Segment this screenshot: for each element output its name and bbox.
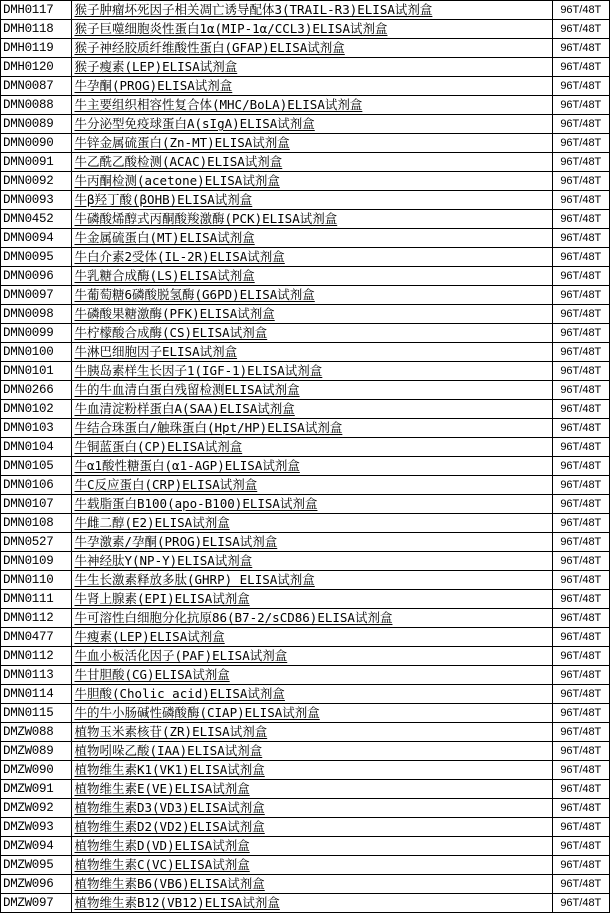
package-size-cell: 96T/48T bbox=[552, 20, 609, 39]
table-row bbox=[1, 286, 610, 305]
product-code-cell: DMN0095 bbox=[1, 248, 72, 267]
table-row bbox=[1, 419, 610, 438]
package-size-cell: 96T/48T bbox=[552, 210, 609, 229]
package-size-cell: 96T/48T bbox=[552, 666, 609, 685]
product-name-cell: 植物维生素D2(VD2)ELISA试剂盒 bbox=[72, 818, 552, 837]
table-row bbox=[1, 856, 610, 875]
product-name-cell: 牛血小板活化因子(PAF)ELISA试剂盒 bbox=[72, 647, 552, 666]
product-code-cell: DMZW091 bbox=[1, 780, 72, 799]
product-code-cell: DMN0103 bbox=[1, 419, 72, 438]
package-size-cell: 96T/48T bbox=[552, 742, 609, 761]
package-size-cell: 96T/48T bbox=[552, 704, 609, 723]
product-code-cell: DMN0093 bbox=[1, 191, 72, 210]
package-size-cell: 96T/48T bbox=[552, 780, 609, 799]
table-row bbox=[1, 96, 610, 115]
product-name-cell: 牛可溶性白细胞分化抗原86(B7-2/sCD86)ELISA试剂盒 bbox=[72, 609, 552, 628]
package-size-cell: 96T/48T bbox=[552, 248, 609, 267]
product-code-cell: DMN0112 bbox=[1, 647, 72, 666]
table-row bbox=[1, 267, 610, 286]
package-size-cell: 96T/48T bbox=[552, 115, 609, 134]
product-code-cell: DMN0111 bbox=[1, 590, 72, 609]
product-code-cell: DMN0094 bbox=[1, 229, 72, 248]
table-row bbox=[1, 571, 610, 590]
product-code-cell: DMN0099 bbox=[1, 324, 72, 343]
table-row bbox=[1, 58, 610, 77]
table-row bbox=[1, 381, 610, 400]
product-name-cell: 牛磷酸果糖激酶(PFK)ELISA试剂盒 bbox=[72, 305, 552, 324]
product-code-cell: DMN0115 bbox=[1, 704, 72, 723]
product-name-cell: 猴子巨噬细胞炎性蛋白1α(MIP-1α/CCL3)ELISA试剂盒 bbox=[72, 20, 552, 39]
package-size-cell: 96T/48T bbox=[552, 685, 609, 704]
package-size-cell: 96T/48T bbox=[552, 400, 609, 419]
package-size-cell: 96T/48T bbox=[552, 58, 609, 77]
table-row bbox=[1, 875, 610, 894]
table-row bbox=[1, 761, 610, 780]
product-name-cell: 牛丙酮检测(acetone)ELISA试剂盒 bbox=[72, 172, 552, 191]
product-name-cell: 植物维生素K1(VK1)ELISA试剂盒 bbox=[72, 761, 552, 780]
package-size-cell: 96T/48T bbox=[552, 837, 609, 856]
table-row bbox=[1, 1, 610, 20]
table-row bbox=[1, 191, 610, 210]
table-row bbox=[1, 229, 610, 248]
table-row bbox=[1, 609, 610, 628]
table-row bbox=[1, 438, 610, 457]
table-row bbox=[1, 799, 610, 818]
product-code-cell: DMH0120 bbox=[1, 58, 72, 77]
product-code-cell: DMN0107 bbox=[1, 495, 72, 514]
product-name-cell: 植物玉米素核苷(ZR)ELISA试剂盒 bbox=[72, 723, 552, 742]
product-code-cell: DMN0092 bbox=[1, 172, 72, 191]
table-row bbox=[1, 457, 610, 476]
product-name-cell: 牛β羟丁酸(βOHB)ELISA试剂盒 bbox=[72, 191, 552, 210]
table-row bbox=[1, 115, 610, 134]
product-name-cell: 植物维生素D3(VD3)ELISA试剂盒 bbox=[72, 799, 552, 818]
product-code-cell: DMZW096 bbox=[1, 875, 72, 894]
product-code-cell: DMZW095 bbox=[1, 856, 72, 875]
product-code-cell: DMN0104 bbox=[1, 438, 72, 457]
product-code-cell: DMZW088 bbox=[1, 723, 72, 742]
package-size-cell: 96T/48T bbox=[552, 590, 609, 609]
package-size-cell: 96T/48T bbox=[552, 457, 609, 476]
package-size-cell: 96T/48T bbox=[552, 818, 609, 837]
product-code-cell: DMZW093 bbox=[1, 818, 72, 837]
package-size-cell: 96T/48T bbox=[552, 39, 609, 58]
product-name-cell: 牛胰岛素样生长因子1(IGF-1)ELISA试剂盒 bbox=[72, 362, 552, 381]
package-size-cell: 96T/48T bbox=[552, 723, 609, 742]
product-name-cell: 牛淋巴细胞因子ELISA试剂盒 bbox=[72, 343, 552, 362]
table-row bbox=[1, 894, 610, 913]
product-name-cell: 植物维生素D(VD)ELISA试剂盒 bbox=[72, 837, 552, 856]
table-row bbox=[1, 590, 610, 609]
package-size-cell: 96T/48T bbox=[552, 856, 609, 875]
product-name-cell: 牛生长激素释放多肽(GHRP) ELISA试剂盒 bbox=[72, 571, 552, 590]
package-size-cell: 96T/48T bbox=[552, 571, 609, 590]
product-name-cell: 猴子神经胶质纤维酸性蛋白(GFAP)ELISA试剂盒 bbox=[72, 39, 552, 58]
product-name-cell: 牛铜蓝蛋白(CP)ELISA试剂盒 bbox=[72, 438, 552, 457]
table-row bbox=[1, 704, 610, 723]
product-code-cell: DMN0090 bbox=[1, 134, 72, 153]
package-size-cell: 96T/48T bbox=[552, 305, 609, 324]
package-size-cell: 96T/48T bbox=[552, 77, 609, 96]
product-name-cell: 植物维生素E(VE)ELISA试剂盒 bbox=[72, 780, 552, 799]
product-name-cell: 牛葡萄糖6磷酸脱氢酶(G6PD)ELISA试剂盒 bbox=[72, 286, 552, 305]
product-name-cell: 牛结合珠蛋白/触珠蛋白(Hpt/HP)ELISA试剂盒 bbox=[72, 419, 552, 438]
product-code-cell: DMH0118 bbox=[1, 20, 72, 39]
product-name-cell: 牛的牛血清白蛋白残留检测ELISA试剂盒 bbox=[72, 381, 552, 400]
table-row bbox=[1, 400, 610, 419]
package-size-cell: 96T/48T bbox=[552, 476, 609, 495]
package-size-cell: 96T/48T bbox=[552, 552, 609, 571]
table-row bbox=[1, 685, 610, 704]
product-name-cell: 植物维生素B6(VB6)ELISA试剂盒 bbox=[72, 875, 552, 894]
product-name-cell: 牛白介素2受体(IL-2R)ELISA试剂盒 bbox=[72, 248, 552, 267]
table-row bbox=[1, 552, 610, 571]
product-code-cell: DMH0117 bbox=[1, 1, 72, 20]
product-name-cell: 猴子瘦素(LEP)ELISA试剂盒 bbox=[72, 58, 552, 77]
product-code-cell: DMN0105 bbox=[1, 457, 72, 476]
table-row bbox=[1, 666, 610, 685]
product-name-cell: 猴子肿瘤坏死因子相关凋亡诱导配体3(TRAIL-R3)ELISA试剂盒 bbox=[72, 1, 552, 20]
product-code-cell: DMN0106 bbox=[1, 476, 72, 495]
product-name-cell: 牛的牛小肠碱性磷酸酶(CIAP)ELISA试剂盒 bbox=[72, 704, 552, 723]
product-name-cell: 牛α1酸性糖蛋白(α1-AGP)ELISA试剂盒 bbox=[72, 457, 552, 476]
product-code-cell: DMN0100 bbox=[1, 343, 72, 362]
table-row bbox=[1, 837, 610, 856]
table-row bbox=[1, 77, 610, 96]
package-size-cell: 96T/48T bbox=[552, 647, 609, 666]
package-size-cell: 96T/48T bbox=[552, 514, 609, 533]
table-row bbox=[1, 476, 610, 495]
product-name-cell: 植物维生素B12(VB12)ELISA试剂盒 bbox=[72, 894, 552, 913]
product-code-cell: DMZW097 bbox=[1, 894, 72, 913]
product-code-cell: DMN0088 bbox=[1, 96, 72, 115]
product-code-cell: DMN0477 bbox=[1, 628, 72, 647]
product-name-cell: 牛雌二醇(E2)ELISA试剂盒 bbox=[72, 514, 552, 533]
product-name-cell: 牛主要组织相容性复合体(MHC/BoLA)ELISA试剂盒 bbox=[72, 96, 552, 115]
package-size-cell: 96T/48T bbox=[552, 761, 609, 780]
product-code-cell: DMZW089 bbox=[1, 742, 72, 761]
table-row bbox=[1, 210, 610, 229]
table-row bbox=[1, 628, 610, 647]
package-size-cell: 96T/48T bbox=[552, 191, 609, 210]
table-row bbox=[1, 39, 610, 58]
package-size-cell: 96T/48T bbox=[552, 362, 609, 381]
table-row bbox=[1, 818, 610, 837]
table-row bbox=[1, 324, 610, 343]
product-name-cell: 牛胆酸(Cholic acid)ELISA试剂盒 bbox=[72, 685, 552, 704]
product-code-cell: DMZW094 bbox=[1, 837, 72, 856]
package-size-cell: 96T/48T bbox=[552, 1, 609, 20]
package-size-cell: 96T/48T bbox=[552, 875, 609, 894]
product-name-cell: 牛神经肽Y(NP-Y)ELISA试剂盒 bbox=[72, 552, 552, 571]
product-code-cell: DMN0110 bbox=[1, 571, 72, 590]
product-name-cell: 牛金属硫蛋白(MT)ELISA试剂盒 bbox=[72, 229, 552, 248]
package-size-cell: 96T/48T bbox=[552, 419, 609, 438]
table-row bbox=[1, 742, 610, 761]
product-name-cell: 牛乙酰乙酸检测(ACAC)ELISA试剂盒 bbox=[72, 153, 552, 172]
package-size-cell: 96T/48T bbox=[552, 172, 609, 191]
table-row bbox=[1, 495, 610, 514]
package-size-cell: 96T/48T bbox=[552, 894, 609, 913]
package-size-cell: 96T/48T bbox=[552, 609, 609, 628]
product-table-body bbox=[1, 1, 610, 913]
product-code-cell: DMN0109 bbox=[1, 552, 72, 571]
package-size-cell: 96T/48T bbox=[552, 343, 609, 362]
package-size-cell: 96T/48T bbox=[552, 495, 609, 514]
package-size-cell: 96T/48T bbox=[552, 267, 609, 286]
product-code-cell: DMZW090 bbox=[1, 761, 72, 780]
table-row bbox=[1, 248, 610, 267]
table-row bbox=[1, 153, 610, 172]
package-size-cell: 96T/48T bbox=[552, 286, 609, 305]
package-size-cell: 96T/48T bbox=[552, 533, 609, 552]
product-code-cell: DMN0096 bbox=[1, 267, 72, 286]
package-size-cell: 96T/48T bbox=[552, 438, 609, 457]
product-code-cell: DMN0101 bbox=[1, 362, 72, 381]
product-code-cell: DMN0091 bbox=[1, 153, 72, 172]
product-name-cell: 牛甘胆酸(CG)ELISA试剂盒 bbox=[72, 666, 552, 685]
product-code-cell: DMN0097 bbox=[1, 286, 72, 305]
product-name-cell: 牛乳糖合成酶(LS)ELISA试剂盒 bbox=[72, 267, 552, 286]
table-row bbox=[1, 20, 610, 39]
package-size-cell: 96T/48T bbox=[552, 628, 609, 647]
package-size-cell: 96T/48T bbox=[552, 229, 609, 248]
product-code-cell: DMH0119 bbox=[1, 39, 72, 58]
package-size-cell: 96T/48T bbox=[552, 153, 609, 172]
table-row bbox=[1, 305, 610, 324]
package-size-cell: 96T/48T bbox=[552, 96, 609, 115]
product-code-cell: DMN0089 bbox=[1, 115, 72, 134]
product-name-cell: 牛磷酸烯醇式丙酮酸羧激酶(PCK)ELISA试剂盒 bbox=[72, 210, 552, 229]
table-row bbox=[1, 172, 610, 191]
product-name-cell: 牛分泌型免疫球蛋白A(sIgA)ELISA试剂盒 bbox=[72, 115, 552, 134]
table-row bbox=[1, 343, 610, 362]
product-code-cell: DMN0108 bbox=[1, 514, 72, 533]
product-code-cell: DMN0113 bbox=[1, 666, 72, 685]
product-name-cell: 牛瘦素(LEP)ELISA试剂盒 bbox=[72, 628, 552, 647]
product-name-cell: 牛C反应蛋白(CRP)ELISA试剂盒 bbox=[72, 476, 552, 495]
product-name-cell: 牛血清淀粉样蛋白A(SAA)ELISA试剂盒 bbox=[72, 400, 552, 419]
product-name-cell: 植物吲哚乙酸(IAA)ELISA试剂盒 bbox=[72, 742, 552, 761]
product-name-cell: 牛锌金属硫蛋白(Zn-MT)ELISA试剂盒 bbox=[72, 134, 552, 153]
product-code-cell: DMN0087 bbox=[1, 77, 72, 96]
product-code-cell: DMN0452 bbox=[1, 210, 72, 229]
package-size-cell: 96T/48T bbox=[552, 381, 609, 400]
product-code-cell: DMN0112 bbox=[1, 609, 72, 628]
product-code-cell: DMN0098 bbox=[1, 305, 72, 324]
table-row bbox=[1, 514, 610, 533]
product-code-cell: DMN0527 bbox=[1, 533, 72, 552]
product-code-cell: DMN0102 bbox=[1, 400, 72, 419]
package-size-cell: 96T/48T bbox=[552, 134, 609, 153]
product-name-cell: 植物维生素C(VC)ELISA试剂盒 bbox=[72, 856, 552, 875]
product-name-cell: 牛柠檬酸合成酶(CS)ELISA试剂盒 bbox=[72, 324, 552, 343]
product-name-cell: 牛孕酮(PROG)ELISA试剂盒 bbox=[72, 77, 552, 96]
table-row bbox=[1, 134, 610, 153]
product-code-cell: DMN0114 bbox=[1, 685, 72, 704]
product-code-cell: DMN0266 bbox=[1, 381, 72, 400]
product-code-cell: DMZW092 bbox=[1, 799, 72, 818]
package-size-cell: 96T/48T bbox=[552, 324, 609, 343]
product-name-cell: 牛肾上腺素(EPI)ELISA试剂盒 bbox=[72, 590, 552, 609]
package-size-cell: 96T/48T bbox=[552, 799, 609, 818]
table-row bbox=[1, 723, 610, 742]
product-name-cell: 牛孕激素/孕酮(PROG)ELISA试剂盒 bbox=[72, 533, 552, 552]
product-name-cell: 牛载脂蛋白B100(apo-B100)ELISA试剂盒 bbox=[72, 495, 552, 514]
table-row bbox=[1, 533, 610, 552]
table-row bbox=[1, 647, 610, 666]
table-row bbox=[1, 780, 610, 799]
table-row bbox=[1, 362, 610, 381]
